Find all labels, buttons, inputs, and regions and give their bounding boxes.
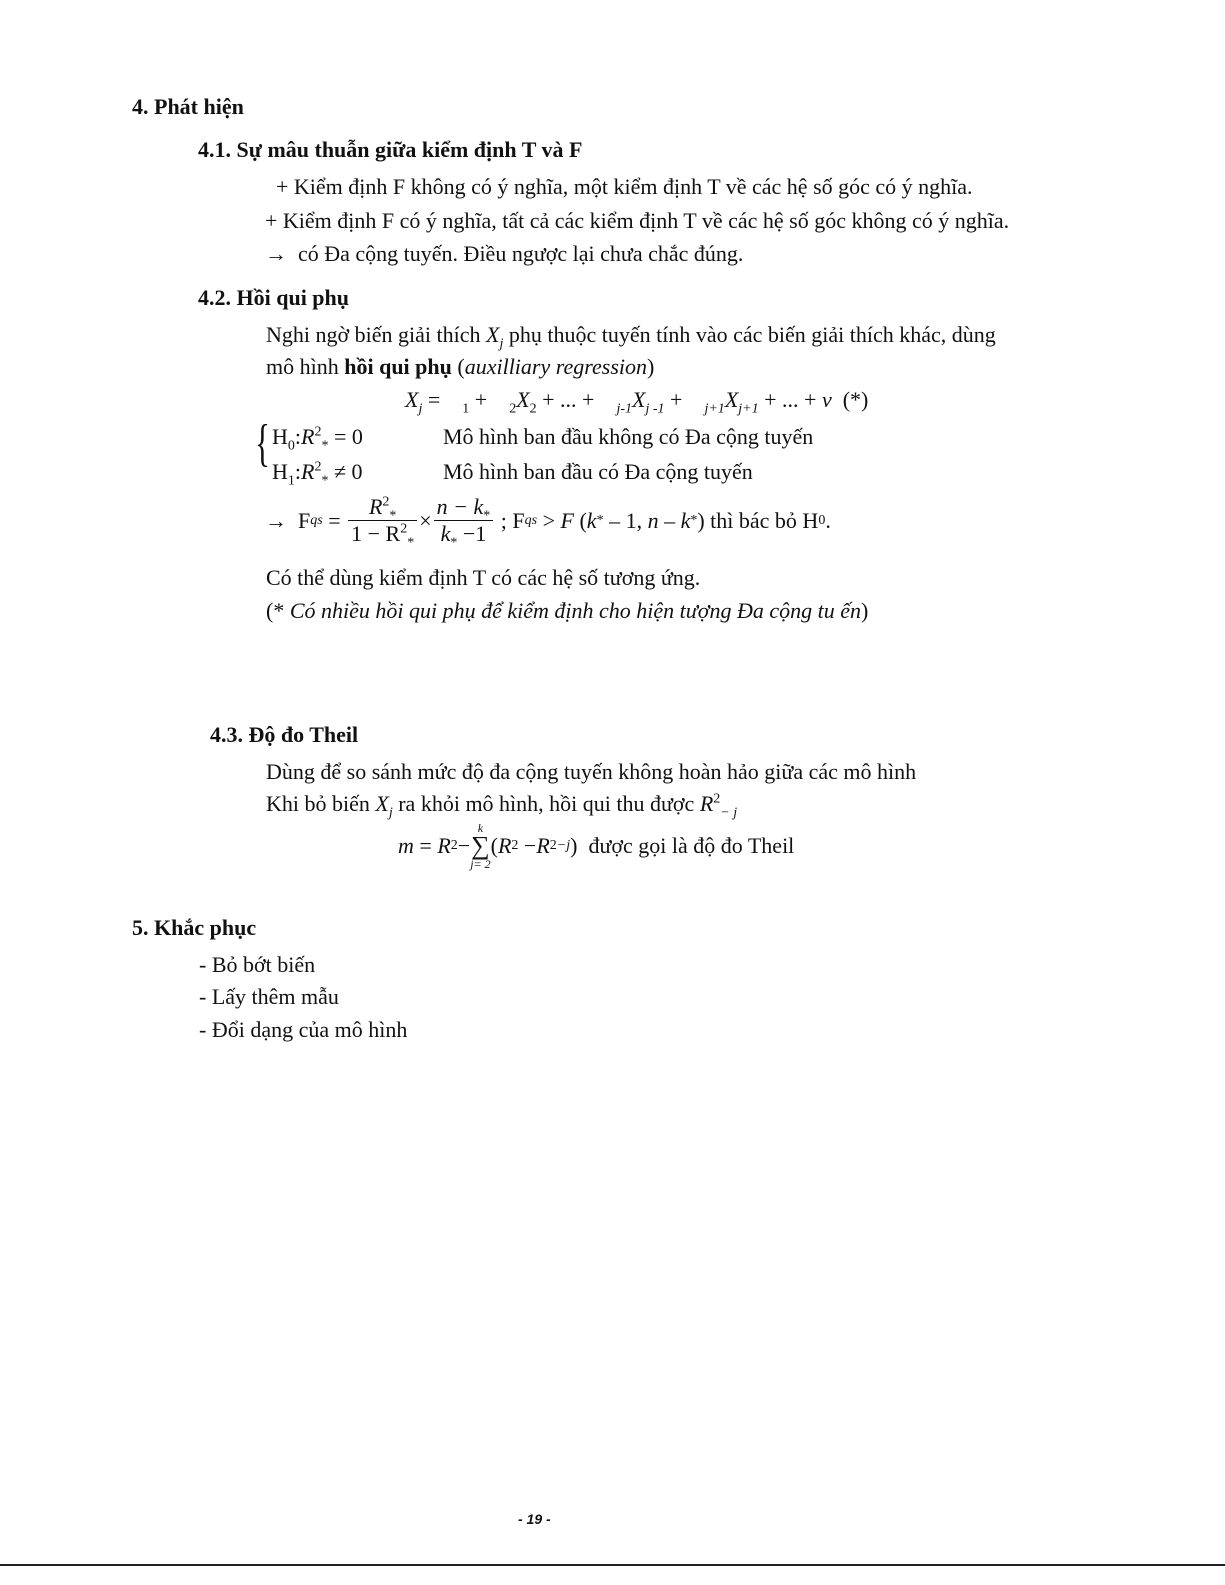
fraction-r2: $\frac{R^2_*}{1 - R^2_*}$ <box>348 494 417 547</box>
hypothesis-h0-desc: Mô hình ban đầu không có Đa cộng tuyến <box>443 424 814 449</box>
s41-line-3: → có Đa cộng tuyến. Điều ngược lại chưa chắc đúng. <box>265 241 744 266</box>
arrow-icon: → <box>265 507 287 533</box>
hypothesis-h1: $H_1:R^2_* \ne 0$ <box>272 459 363 489</box>
section-4-1-heading: 4.1. Sự mâu thuẫn giữa kiểm định T và F <box>198 137 583 162</box>
fraction-df: $\frac{n - k_*}{k_* -1}$ <box>434 494 494 547</box>
s42-paragraph-line-1: Nghi ngờ biến giải thích $X_j$ phụ thuộc tuyến tính vào các biến giải thích khác, dùng <box>266 322 996 352</box>
remedy-item: - Đổi dạng của mô hình <box>199 1017 408 1042</box>
hypothesis-h1-desc: Mô hình ban đầu có Đa cộng tuyến <box>443 459 753 484</box>
s42-note: (* Có nhiều hồi qui phụ để kiểm định cho hiện tượng Đa cộng tu ến) <box>266 598 869 623</box>
auxiliary-regression-equation: $X_j$ = $_1$ + $_2X_2$ + ... + $_{j-1}X_{j -1}$ + $_{j+1}X_{j+1}$ + ... + v (*) <box>405 387 869 417</box>
arrow-icon: → <box>265 241 287 266</box>
remedy-item: - Lấy thêm mẫu <box>199 984 339 1009</box>
s42-paragraph-line-2: mô hình hồi qui phụ (auxilliary regression) <box>266 354 655 379</box>
hypothesis-brace: { <box>254 415 270 472</box>
s41-line-2: + Kiểm định F có ý nghĩa, tất cả các kiểm định T về các hệ số góc không có ý nghĩa. <box>265 208 1010 233</box>
section-5-heading: 5. Khắc phục <box>132 915 257 940</box>
s42-paragraph-3: Có thể dùng kiểm định T có các hệ số tương ứng. <box>266 565 701 590</box>
section-4-3-heading: 4.3. Độ đo Theil <box>210 722 359 747</box>
s41-line-1: + Kiểm định F không có ý nghĩa, một kiểm định T về các hệ số góc có ý nghĩa. <box>276 174 973 199</box>
f-statistic-formula: → F qs = $\frac{R^2_*}{1 - R^2_*}$ × $\frac{n - k_*}{k_* -1}$ ; F qs > F ( k * – 1, n – k * ) thì bác bỏ H 0 . <box>265 494 831 551</box>
page-bottom-rule <box>0 1564 1225 1566</box>
summation-symbol: k ∑ j= 2 <box>470 821 491 871</box>
s43-paragraph-1: Dùng để so sánh mức độ đa cộng tuyến không hoàn hảo giữa các mô hình <box>266 759 917 784</box>
hypothesis-h0: $H_0:R^2_* = 0$ <box>272 424 363 454</box>
remedy-item: - Bỏ bớt biến <box>199 952 316 977</box>
section-4-heading: 4. Phát hiện <box>132 94 244 119</box>
page-number: - 19 - <box>518 1511 551 1527</box>
theil-formula: m = R 2 − k ∑ j= 2 ( R 2 − R 2 −j ) được gọi là độ đo Theil <box>398 821 795 871</box>
section-4-2-heading: 4.2. Hồi qui phụ <box>198 285 350 310</box>
s43-paragraph-2: Khi bỏ biến $X_j$ ra khỏi mô hình, hồi qui thu được $R^2_{- j}$ <box>266 791 738 821</box>
